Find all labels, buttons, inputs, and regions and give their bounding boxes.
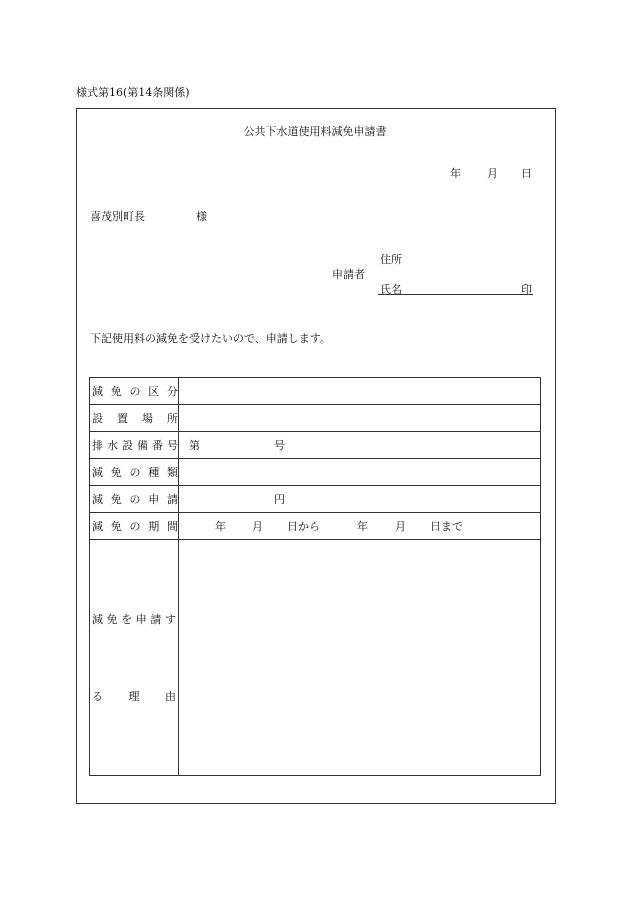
row-label: 排水設備番号 [90, 432, 179, 459]
reason-label-cell [90, 540, 179, 776]
table-row-reduction-type [90, 459, 541, 486]
date-day-label: 日 [521, 167, 532, 180]
period-from-year: 年 [215, 520, 226, 533]
row-label: 設置場所 [90, 405, 179, 432]
table-row-reduction-period [90, 513, 541, 540]
period-to-month: 月 [395, 520, 406, 533]
row-label: 減免の区分 [90, 378, 179, 405]
install-location-field[interactable] [179, 405, 541, 432]
period-from-month: 月 [252, 520, 263, 533]
table-row-reduction-category [90, 378, 541, 405]
name-underline [378, 294, 533, 295]
reduction-period-field[interactable] [179, 513, 541, 540]
reduction-amount-field[interactable] [179, 486, 541, 513]
table-row-reason [90, 540, 541, 776]
amount-unit: 円 [274, 493, 285, 506]
table-row-reduction-amount [90, 486, 541, 513]
reason-label-line2: る理由 [92, 690, 176, 703]
reason-field[interactable] [179, 540, 541, 776]
address-label: 住所 [380, 253, 402, 266]
honorific: 様 [196, 210, 207, 223]
table-row-install-location [90, 405, 541, 432]
detail-table [89, 377, 541, 776]
date-year-label: 年 [450, 167, 461, 180]
period-from-day: 日から [287, 520, 320, 533]
reduction-category-field[interactable] [179, 378, 541, 405]
row-label: 減免の期間 [90, 513, 179, 540]
reason-label-line1: 減免を申請す [92, 613, 176, 626]
number-suffix: 号 [274, 439, 285, 452]
form-title: 公共下水道使用料減免申請書 [243, 125, 387, 138]
period-to-year: 年 [357, 520, 368, 533]
reduction-type-field[interactable] [179, 459, 541, 486]
row-label: 減免の申請 [90, 486, 179, 513]
row-label: 減免の種類 [90, 459, 179, 486]
period-to-day: 日まで [430, 520, 463, 533]
name-label: 氏名 [380, 283, 402, 296]
addressee: 喜茂別町長 [90, 210, 145, 223]
drainage-number-field[interactable] [179, 432, 541, 459]
request-statement: 下記使用料の減免を受けたいので、申請します。 [90, 332, 331, 345]
form-style-label: 様式第16(第14条関係) [76, 86, 190, 99]
seal-label: 印 [521, 283, 532, 296]
date-month-label: 月 [487, 167, 498, 180]
applicant-label: 申請者 [332, 268, 365, 281]
number-prefix: 第 [189, 439, 200, 452]
table-row-drainage-number [90, 432, 541, 459]
